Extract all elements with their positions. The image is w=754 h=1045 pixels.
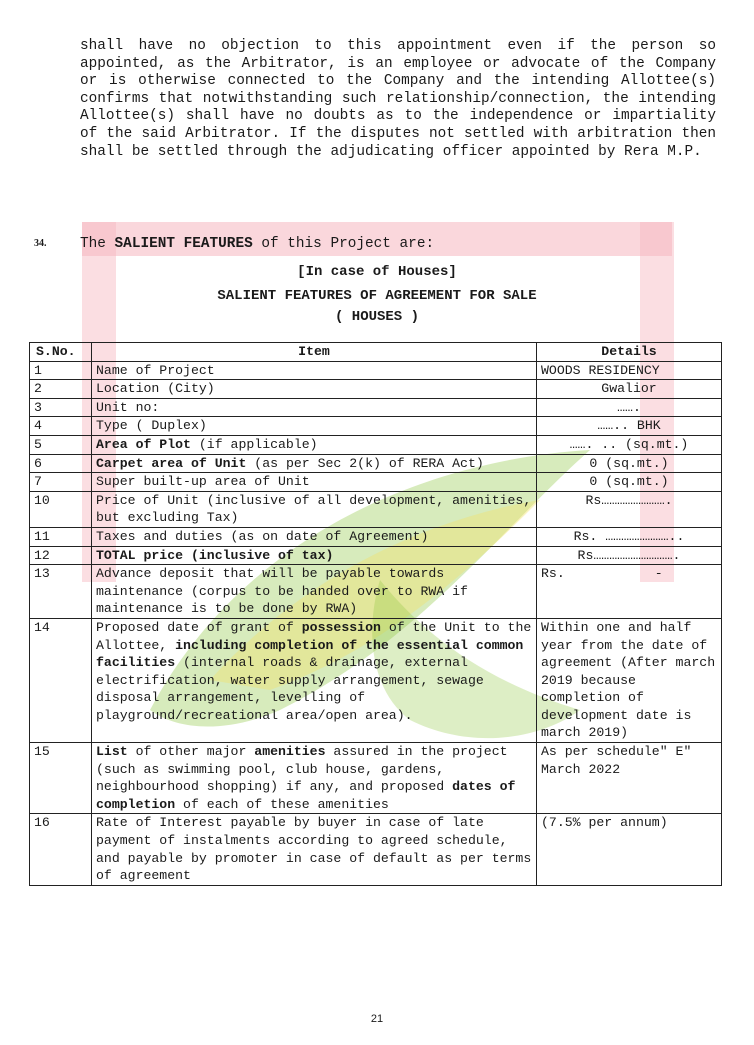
- row-sno: 13: [30, 565, 92, 619]
- table-row: [30, 546, 722, 565]
- page-number: 21: [370, 1013, 384, 1025]
- row-sno: 5: [30, 435, 92, 454]
- table-row: [30, 380, 722, 399]
- row-details: …….. BHK: [537, 417, 722, 436]
- row-item: Name of Project: [92, 361, 537, 380]
- row-item: Carpet area of Unit (as per Sec 2(k) of RERA Act): [92, 454, 537, 473]
- row-item: Location (City): [92, 380, 537, 399]
- row-sno: 15: [30, 743, 92, 814]
- row-item: List of other major amenities assured in the project (such as swimming pool, club house, gardens, neighbourhood shopping) if any, and proposed dates of completion of each of these amenities: [92, 743, 537, 814]
- row-details: …….: [537, 398, 722, 417]
- row-sno: 3: [30, 398, 92, 417]
- row-sno: 4: [30, 417, 92, 436]
- row-details: ……. .. (sq.mt.): [537, 435, 722, 454]
- row-details: Rs………………………….: [537, 546, 722, 565]
- row-sno: 11: [30, 527, 92, 546]
- row-item: Unit no:: [92, 398, 537, 417]
- row-sno: 6: [30, 454, 92, 473]
- row-details: (7.5% per annum): [537, 814, 722, 885]
- table-row: [30, 454, 722, 473]
- table-row: [30, 527, 722, 546]
- row-item: Price of Unit (inclusive of all development, amenities, but excluding Tax): [92, 491, 537, 527]
- table-row: [30, 417, 722, 436]
- row-details: 0 (sq.mt.): [537, 473, 722, 492]
- table-row: [30, 398, 722, 417]
- clause-text: The SALIENT FEATURES of this Project are:: [80, 236, 435, 252]
- row-details: Within one and half year from the date of agreement (After march 2019 because completion of development date is march 2019): [537, 618, 722, 742]
- table-row: [30, 743, 722, 814]
- row-details: WOODS RESIDENCY: [537, 361, 722, 380]
- row-sno: 1: [30, 361, 92, 380]
- salient-features-table: [29, 342, 722, 886]
- row-details: Rs…………………….: [537, 491, 722, 527]
- row-details: Rs. ……………………..: [537, 527, 722, 546]
- clause-number: 34.: [34, 238, 47, 249]
- row-item: Rate of Interest payable by buyer in case of late payment of instalments according to agreed schedule, and payable by promoter in case of default as per terms of agreement: [92, 814, 537, 885]
- table-row: [30, 618, 722, 742]
- header-item: Item: [92, 343, 537, 362]
- table-title: SALIENT FEATURES OF AGREEMENT FOR SALE: [217, 288, 537, 304]
- header-sno: S.No.: [30, 343, 92, 362]
- row-details: Rs. -: [537, 565, 722, 619]
- table-row: [30, 814, 722, 885]
- table-row: [30, 473, 722, 492]
- row-sno: 12: [30, 546, 92, 565]
- table-row: [30, 435, 722, 454]
- row-details: 0 (sq.mt.): [537, 454, 722, 473]
- row-sno: 14: [30, 618, 92, 742]
- row-item: Taxes and duties (as on date of Agreement): [92, 527, 537, 546]
- table-subtitle: ( HOUSES ): [334, 309, 419, 325]
- row-details: As per schedule" E" March 2022: [537, 743, 722, 814]
- table-row: [30, 491, 722, 527]
- row-item: Type ( Duplex): [92, 417, 537, 436]
- row-item: Area of Plot (if applicable): [92, 435, 537, 454]
- table-header-row: [30, 343, 722, 362]
- row-item: Super built-up area of Unit: [92, 473, 537, 492]
- row-item: Advance deposit that will be payable towards maintenance (corpus to be handed over to RWA if maintenance is to be done by RWA): [92, 565, 537, 619]
- case-heading: [In case of Houses]: [297, 264, 457, 280]
- header-details: Details: [537, 343, 722, 362]
- table-row: [30, 361, 722, 380]
- arbitration-clause-paragraph: shall have no objection to this appointment even if the person so appointed, as the Arbitrator, is an employee or advocate of the Company or is otherwise connected to the Company and the intending Allottee(s) confirms that notwithstanding such relationship/connection, the intending Allottee(s) shall have no doubts as to the independence or impartiality of the said Arbitrator. If the disputes not settled with arbitration then shall be settled through the adjudicating officer appointed by Rera M.P.: [80, 38, 716, 160]
- row-item: TOTAL price (inclusive of tax): [92, 546, 537, 565]
- row-details: Gwalior: [537, 380, 722, 399]
- row-sno: 10: [30, 491, 92, 527]
- row-sno: 7: [30, 473, 92, 492]
- row-item: Proposed date of grant of possession of the Unit to the Allottee, including completion of the essential common facilities (internal roads & drainage, external electrification, water supply arrangement, sewage disposal arrangement, levelling of playground/recreational area/open area).: [92, 618, 537, 742]
- table-row: [30, 565, 722, 619]
- row-sno: 2: [30, 380, 92, 399]
- row-sno: 16: [30, 814, 92, 885]
